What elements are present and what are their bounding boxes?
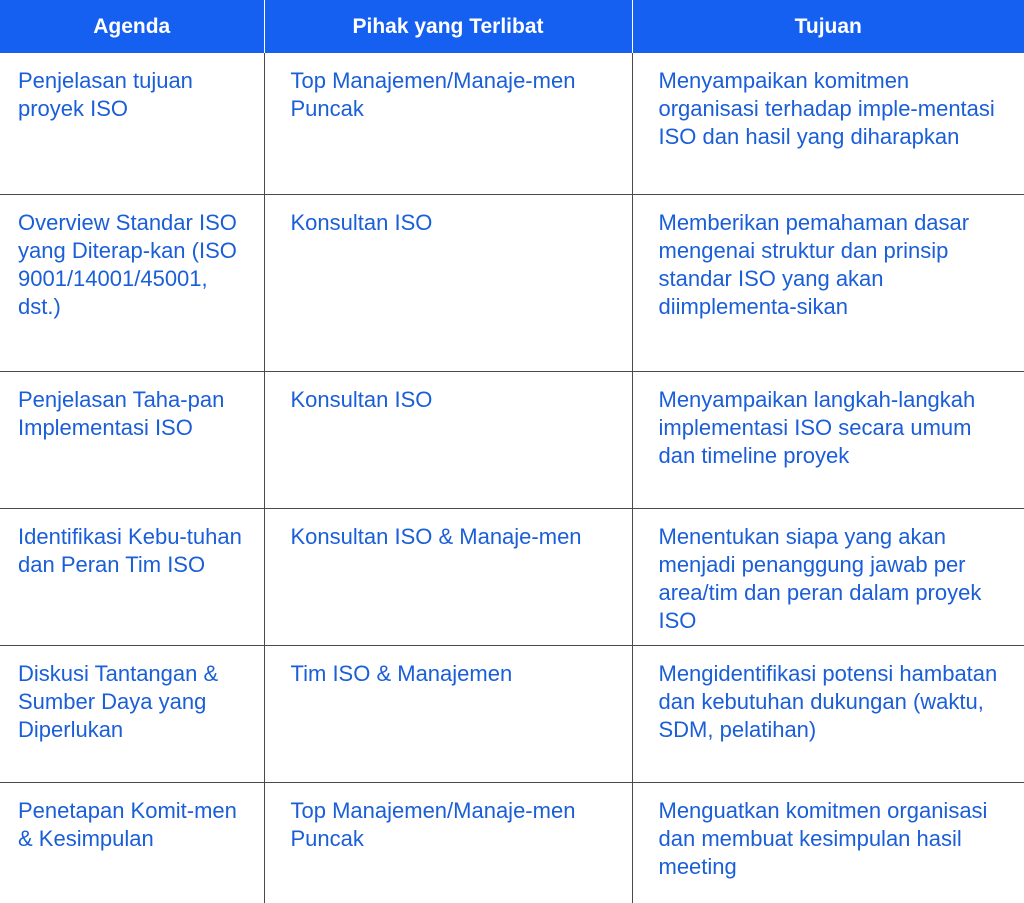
cell-agenda: Diskusi Tantangan & Sumber Daya yang Diperlukan: [0, 645, 264, 782]
header-row: [0, 0, 1024, 53]
cell-agenda: Penjelasan Taha-pan Implementasi ISO: [0, 371, 264, 508]
table-row: [0, 53, 1024, 194]
cell-agenda: Penjelasan tujuan proyek ISO: [0, 53, 264, 194]
table-body: [0, 53, 1024, 903]
header-agenda: Agenda: [0, 0, 264, 53]
cell-agenda: Overview Standar ISO yang Diterap-kan (ISO 9001/14001/45001, dst.): [0, 194, 264, 371]
cell-pihak: Tim ISO & Manajemen: [264, 645, 632, 782]
cell-tujuan: Menyampaikan komitmen organisasi terhadap imple-mentasi ISO dan hasil yang diharapkan: [632, 53, 1024, 194]
cell-agenda: Identifikasi Kebu-tuhan dan Peran Tim ISO: [0, 508, 264, 645]
cell-tujuan: Memberikan pemahaman dasar mengenai struktur dan prinsip standar ISO yang akan diimplementa-sikan: [632, 194, 1024, 371]
cell-agenda: Penetapan Komit-men & Kesimpulan: [0, 782, 264, 903]
cell-pihak: Top Manajemen/Manaje-men Puncak: [264, 53, 632, 194]
cell-tujuan: Mengidentifikasi potensi hambatan dan kebutuhan dukungan (waktu, SDM, pelatihan): [632, 645, 1024, 782]
table-row: [0, 645, 1024, 782]
cell-pihak: Konsultan ISO: [264, 371, 632, 508]
table-header: [0, 0, 1024, 53]
cell-pihak: Konsultan ISO & Manaje-men: [264, 508, 632, 645]
cell-pihak: Konsultan ISO: [264, 194, 632, 371]
cell-tujuan: Menentukan siapa yang akan menjadi penanggung jawab per area/tim dan peran dalam proyek ISO: [632, 508, 1024, 645]
cell-tujuan: Menyampaikan langkah-langkah implementasi ISO secara umum dan timeline proyek: [632, 371, 1024, 508]
header-tujuan: Tujuan: [632, 0, 1024, 53]
table-row: [0, 508, 1024, 645]
table-row: [0, 782, 1024, 903]
table-row: [0, 194, 1024, 371]
cell-tujuan: Menguatkan komitmen organisasi dan membuat kesimpulan hasil meeting: [658, 797, 988, 879]
table-row: [0, 371, 1024, 508]
header-pihak: Pihak yang Terlibat: [264, 0, 632, 53]
cell-pihak: Top Manajemen/Manaje-men Puncak: [264, 782, 632, 903]
